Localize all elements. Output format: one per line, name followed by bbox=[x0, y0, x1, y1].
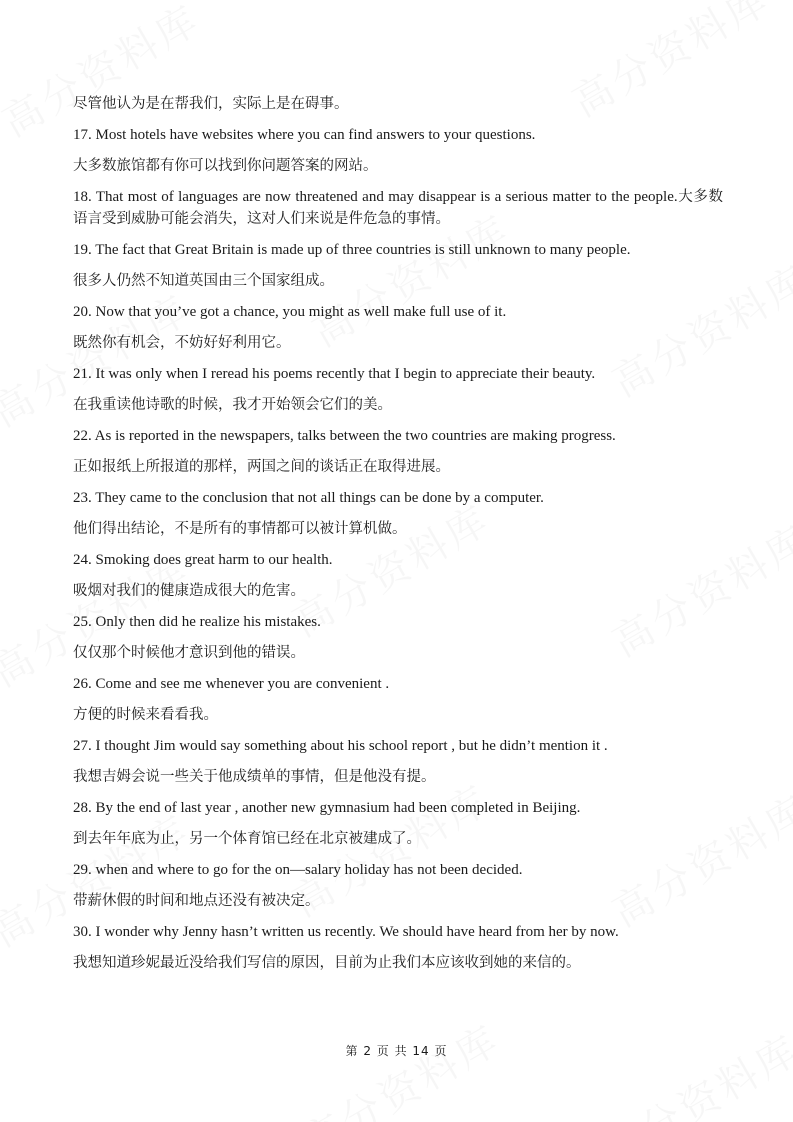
watermark bbox=[290, 1009, 509, 1122]
sentence-english: 19. The fact that Great Britain is made up of three countries is still unknown to many people. bbox=[73, 242, 631, 258]
sentence-translation: 在我重读他诗歌的时候，我才开始领会它们的美。 bbox=[73, 397, 392, 413]
sentence-english: 28. By the end of last year , another new gymnasium had been completed in Beijing. bbox=[73, 800, 581, 816]
sentence-translation: 带薪休假的时间和地点还没有被决定。 bbox=[73, 893, 320, 909]
sentence-english: 27. I thought Jim would say something about his school report , but he didn’t mention it . bbox=[73, 738, 608, 754]
sentence-english: 23. They came to the conclusion that not all things can be done by a computer. bbox=[73, 490, 544, 506]
sentence-translation: 大多数旅馆都有你可以找到你问题答案的网站。 bbox=[73, 158, 378, 174]
sentence-translation: 吸烟对我们的健康造成很大的危害。 bbox=[73, 583, 305, 599]
sentence-english: 22. As is reported in the newspapers, talks between the two countries are making progress. bbox=[73, 428, 616, 444]
sentence-english: 21. It was only when I reread his poems recently that I begin to appreciate their beauty. bbox=[73, 366, 596, 382]
sentence-english: 20. Now that you’ve got a chance, you might as well make full use of it. bbox=[73, 304, 507, 320]
sentence-english: 29. when and where to go for the on—salary holiday has not been decided. bbox=[73, 862, 523, 878]
sentence-english: 17. Most hotels have websites where you can find answers to your questions. bbox=[73, 127, 536, 143]
sentence-translation: 我想吉姆会说一些关于他成绩单的事情，但是他没有提。 bbox=[73, 769, 436, 785]
sentence-translation: 既然你有机会，不妨好好利用它。 bbox=[73, 335, 291, 351]
sentence-translation: 仅仅那个时候他才意识到他的错误。 bbox=[73, 645, 305, 661]
sentence-translation: 大多数语言受到威胁可能会消失，这对人们来说是件危急的事情。 bbox=[73, 189, 723, 227]
sentence-translation: 他们得出结论，不是所有的事情都可以被计算机做。 bbox=[73, 521, 407, 537]
sentence-block bbox=[73, 186, 723, 230]
watermark bbox=[590, 1019, 793, 1122]
translation-list bbox=[73, 93, 723, 983]
sentence-translation: 方便的时候来看看我。 bbox=[73, 707, 218, 723]
sentence-english: 18. That most of languages are now threatened and may disappear is a serious matter to the people. bbox=[73, 189, 678, 205]
sentence-english: 26. Come and see me whenever you are convenient . bbox=[73, 676, 390, 692]
sentence-english: 25. Only then did he realize his mistakes. bbox=[73, 614, 321, 630]
sentence-translation: 我想知道珍妮最近没给我们写信的原因，目前为止我们本应该收到她的来信的。 bbox=[73, 955, 581, 971]
sentence-english: 24. Smoking does great harm to our health. bbox=[73, 552, 333, 568]
page-number-footer: 第 2 页 共 14 页 bbox=[345, 1044, 448, 1058]
sentence-translation: 很多人仍然不知道英国由三个国家组成。 bbox=[73, 273, 334, 289]
sentence-english: 30. I wonder why Jenny hasn’t written us recently. We should have heard from her by now. bbox=[73, 924, 619, 940]
sentence-translation: 尽管他认为是在帮我们，实际上是在碍事。 bbox=[73, 96, 349, 112]
sentence-translation: 到去年年底为止，另一个体育馆已经在北京被建成了。 bbox=[73, 831, 421, 847]
sentence-translation: 正如报纸上所报道的那样，两国之间的谈话正在取得进展。 bbox=[73, 459, 450, 475]
